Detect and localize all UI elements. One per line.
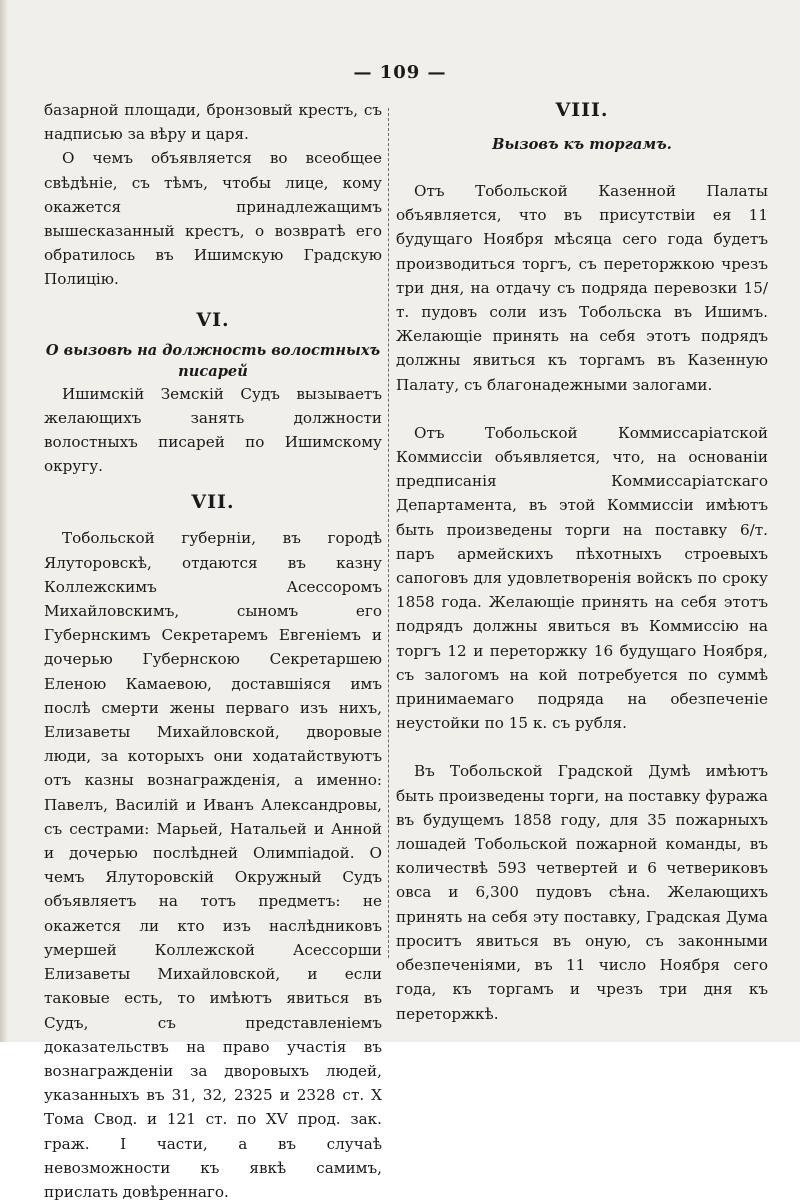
notice-city-duma: Въ Тобольской Градской Думѣ имѣютъ быть произведены торги, на поставку фуража въ будущемъ 1858 году, для 35 пожарныхъ лошадей Тобольской пожарной команды, въ количествѣ 593 четвертей и 6 четвериковъ овса и 6,300 пудовъ сѣна. Желающихъ принять на себя эту поставку, Градская Дума проситъ явиться въ оную, съ законными обезпеченіями, въ 11 число Ноября сего года, къ торгамъ и чрезъ три дня къ переторжкѣ. <box>396 762 768 1023</box>
section-number-vii: VII. <box>191 491 235 514</box>
notice-continuation: базарной площади, бронзовый крестъ, съ надписью за вѣру и царя. <box>44 101 382 144</box>
section-heading-viii: Вызовъ къ торгамъ. <box>492 136 672 153</box>
column-divider <box>388 108 389 958</box>
notice-commissariat: Отъ Тобольской Коммиссаріатской Коммиссіи объявляется, что, на основаніи предписанія Коммиссаріатскаго Департамента, въ этой Коммиссіи имѣютъ быть произведены торги на поставку 6/т. паръ армейскихъ пѣхотныхъ строевыхъ сапоговъ для удовлетворенія войскъ по сроку 1858 года. Желающіе принять на себя этотъ подрядъ должны явиться въ Коммиссію на торгъ 12 и переторжку 16 будущаго Ноября, съ залогомъ на кой потребуется по суммѣ принимаемаго подряда на обезпеченіе неустойки по 15 к. съ рубля. <box>396 423 768 733</box>
page-edge-shadow <box>0 0 8 1042</box>
right-column <box>396 98 768 1026</box>
notice-treasury-chamber: Отъ Тобольской Казенной Палаты объявляется, что въ присутствіи ея 11 будущаго Ноября мѣсяца сего года будетъ производиться торгъ, съ переторжкою чрезъ три дня, на отдачу съ подряда перевозки 15/т. пудовъ соли изъ Тобольска въ Ишимъ. Желающіе принять на себя этотъ подрядъ должны явиться къ торгамъ въ Казенную Палату, съ благонадежными залогами. <box>396 182 768 394</box>
section-number-vi: VI. <box>196 308 230 331</box>
section-vii-text: Тобольской губерніи, въ городѣ Ялуторовскѣ, отдаются въ казну Коллежскимъ Асессоромъ Михайловскимъ, сыномъ его Губернскимъ Секретаремъ Евгеніемъ и дочерью Губернскою Секретаршею Еленою Камаевою, доставшіяся имъ послѣ смерти жены перваго изъ нихъ, Елизаветы Михайловской, дворовые люди, за которыхъ они ходатайствуютъ отъ казны вознагражденія, а именно: Павелъ, Василій и Иванъ Александровы, съ сестрами: Марьей, Натальей и Анной и дочерью послѣдней Олимпіадой. О чемъ Ялуторовскій Окружный Судъ объявляетъ на тотъ предметъ: не окажется ли кто изъ наслѣдниковъ умершей Коллежской Асессорши Елизаветы Михайловской, и если таковые есть, то имѣютъ явиться въ Судъ, съ представленіемъ доказательствъ на право участія въ вознагражденіи за дворовыхъ людей, указанныхъ въ 31, 32, 2325 и 2328 ст. X Тома Свод. и 121 ст. по XV прод. зак. граж. I части, а въ случаѣ невозможности къ явкѣ самимъ, прислать довѣреннаго. <box>44 529 382 1201</box>
section-vi-text: Ишимскій Земскій Судъ вызываетъ желающихъ занять должности волостныхъ писарей по Ишимскому округу. <box>44 384 382 476</box>
section-heading-vi: О вызовѣ на должность волостныхъ писарей <box>45 341 381 380</box>
section-number-viii: VIII. <box>555 99 609 121</box>
notice-paragraph: О чемъ объявляется во всеобщее свѣдѣніе, съ тѣмъ, чтобы лице, кому окажется принадлежащимъ вышесказанный крестъ, о возвратѣ его обратилось въ Ишимскую Градскую Полицію. <box>44 149 382 289</box>
page-number: — 109 — <box>353 62 447 83</box>
left-column <box>44 98 382 1204</box>
